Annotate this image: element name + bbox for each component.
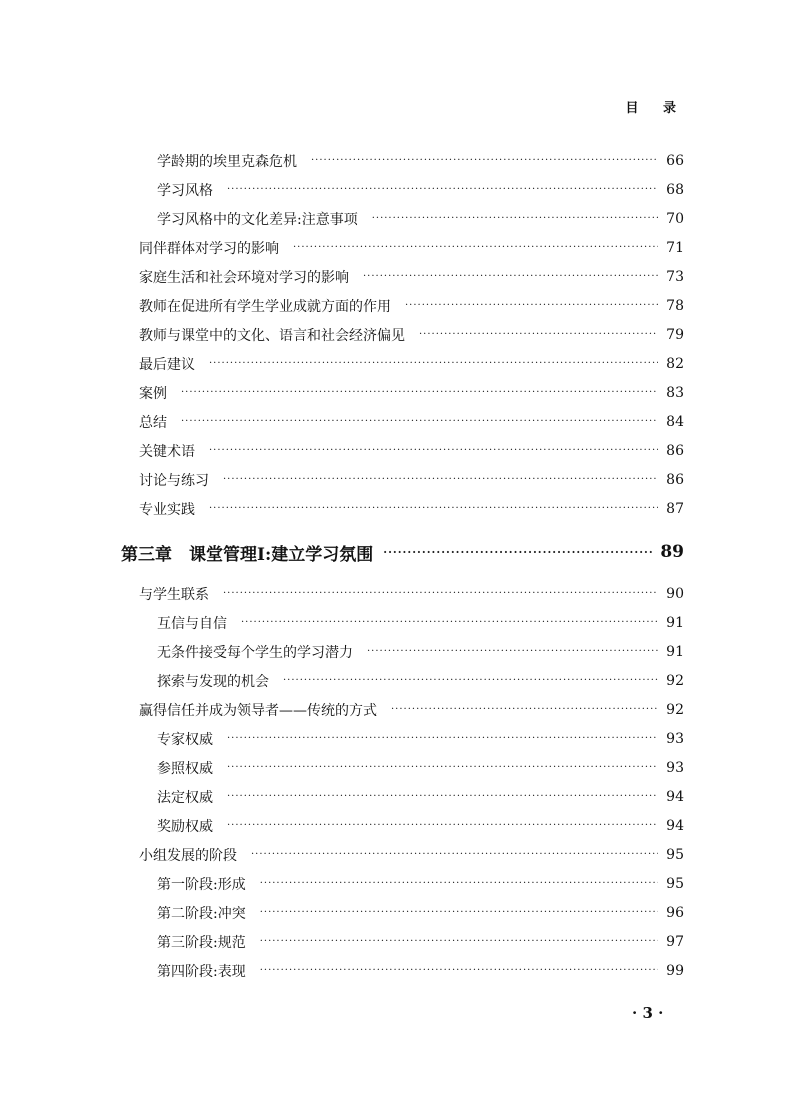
toc-entry-title: 第一阶段:形成	[157, 876, 246, 893]
toc-entry	[0, 436, 790, 465]
toc-entry-title: 总结	[139, 414, 167, 431]
dot-leader	[209, 358, 658, 369]
dot-leader	[363, 271, 658, 282]
toc-entry	[0, 175, 790, 204]
dot-leader	[227, 762, 658, 773]
toc-entry-page: 92	[666, 672, 684, 689]
toc-entry-page: 95	[666, 846, 684, 863]
toc-entry-page: 91	[666, 643, 684, 660]
dot-leader	[227, 820, 658, 831]
toc-entry-title: 同伴群体对学习的影响	[139, 240, 279, 257]
toc-chapter-entry	[0, 536, 790, 568]
toc-entry-title: 第四阶段:表现	[157, 963, 246, 980]
dot-leader	[260, 965, 658, 976]
toc-entry	[0, 753, 790, 782]
dot-leader	[227, 184, 658, 195]
toc-entry-page: 90	[666, 585, 684, 602]
toc-entry-page: 92	[666, 701, 684, 718]
toc-entry-title: 参照权威	[157, 760, 213, 777]
toc-entry	[0, 927, 790, 956]
toc-entry-title: 奖励权威	[157, 818, 213, 835]
dot-leader	[391, 704, 658, 715]
toc-entry-title: 探索与发现的机会	[157, 673, 269, 690]
toc-entry-title: 讨论与练习	[139, 472, 209, 489]
toc-entry-page: 82	[666, 355, 684, 372]
toc-entry	[0, 579, 790, 608]
toc-entry	[0, 320, 790, 349]
toc-entry-title: 最后建议	[139, 356, 195, 373]
toc-entry-page: 93	[666, 730, 684, 747]
toc-entry	[0, 349, 790, 378]
toc-entry	[0, 608, 790, 637]
toc-entry	[0, 666, 790, 695]
toc-entry	[0, 898, 790, 927]
dot-leader	[372, 213, 658, 224]
toc-entry	[0, 378, 790, 407]
toc-entry	[0, 262, 790, 291]
toc-entry-page: 95	[666, 875, 684, 892]
toc-entry-title: 第三阶段:规范	[157, 934, 246, 951]
toc-entry-page: 89	[660, 542, 684, 562]
toc-entry-page: 83	[666, 384, 684, 401]
dot-leader	[181, 387, 658, 398]
dot-leader	[227, 791, 658, 802]
toc-entry-title: 与学生联系	[139, 586, 209, 603]
dot-leader	[227, 733, 658, 744]
toc-entry-page: 99	[666, 962, 684, 979]
toc-entry-page: 68	[666, 181, 684, 198]
toc-entry-page: 73	[666, 268, 684, 285]
toc-entry-title: 专业实践	[139, 501, 195, 518]
dot-leader	[260, 907, 658, 918]
toc-entry-title: 家庭生活和社会环境对学习的影响	[139, 269, 349, 286]
dot-leader	[181, 416, 658, 427]
toc-entry-title: 第二阶段:冲突	[157, 905, 246, 922]
dot-leader	[311, 155, 658, 166]
toc-entry-title: 学习风格	[157, 182, 213, 199]
toc-entry-title: 法定权威	[157, 789, 213, 806]
toc-entry-page: 86	[666, 442, 684, 459]
toc-entry	[0, 840, 790, 869]
toc-entry-title: 第三章 课堂管理Ⅰ:建立学习氛围	[121, 544, 374, 565]
dot-leader	[223, 474, 658, 485]
dot-leader	[251, 849, 658, 860]
page-number: · 3 ·	[632, 1004, 664, 1022]
toc-entry-title: 小组发展的阶段	[139, 847, 237, 864]
toc-entry	[0, 204, 790, 233]
toc-entry-page: 96	[666, 904, 684, 921]
toc-entry-title: 关键术语	[139, 443, 195, 460]
dot-leader	[260, 878, 658, 889]
toc-entry	[0, 407, 790, 436]
toc-entry-title: 互信与自信	[157, 615, 227, 632]
toc-entry	[0, 724, 790, 753]
toc-entry-page: 87	[666, 500, 684, 517]
toc-entry-page: 91	[666, 614, 684, 631]
toc-entry-page: 86	[666, 471, 684, 488]
toc-entry-title: 赢得信任并成为领导者——传统的方式	[139, 702, 377, 719]
dot-leader	[367, 646, 658, 657]
toc-entry-title: 学习风格中的文化差异:注意事项	[157, 211, 358, 228]
toc-entry-page: 71	[666, 239, 684, 256]
dot-leader	[383, 546, 652, 559]
dot-leader	[293, 242, 658, 253]
toc-entry	[0, 291, 790, 320]
toc-entry	[0, 956, 790, 985]
toc-entry-page: 93	[666, 759, 684, 776]
toc-entry	[0, 494, 790, 523]
toc-entry-title: 学龄期的埃里克森危机	[157, 153, 297, 170]
toc-entry-title: 案例	[139, 385, 167, 402]
toc-entry-page: 97	[666, 933, 684, 950]
toc-entry-page: 94	[666, 788, 684, 805]
table-of-contents	[0, 146, 790, 985]
dot-leader	[260, 936, 658, 947]
running-head: 目 录	[625, 101, 686, 116]
toc-entry-page: 66	[666, 152, 684, 169]
dot-leader	[223, 588, 658, 599]
toc-entry	[0, 782, 790, 811]
dot-leader	[209, 445, 658, 456]
toc-entry-page: 84	[666, 413, 684, 430]
dot-leader	[419, 329, 658, 340]
dot-leader	[209, 503, 658, 514]
toc-entry-page: 79	[666, 326, 684, 343]
toc-entry	[0, 637, 790, 666]
dot-leader	[283, 675, 658, 686]
toc-entry-title: 无条件接受每个学生的学习潜力	[157, 644, 353, 661]
dot-leader	[405, 300, 658, 311]
dot-leader	[241, 617, 658, 628]
toc-entry	[0, 811, 790, 840]
toc-entry-title: 专家权威	[157, 731, 213, 748]
toc-entry-title: 教师与课堂中的文化、语言和社会经济偏见	[139, 327, 405, 344]
toc-entry	[0, 869, 790, 898]
toc-entry-title: 教师在促进所有学生学业成就方面的作用	[139, 298, 391, 315]
toc-entry	[0, 146, 790, 175]
toc-entry	[0, 695, 790, 724]
toc-entry	[0, 233, 790, 262]
toc-entry	[0, 465, 790, 494]
toc-entry-page: 78	[666, 297, 684, 314]
toc-entry-page: 70	[666, 210, 684, 227]
toc-entry-page: 94	[666, 817, 684, 834]
